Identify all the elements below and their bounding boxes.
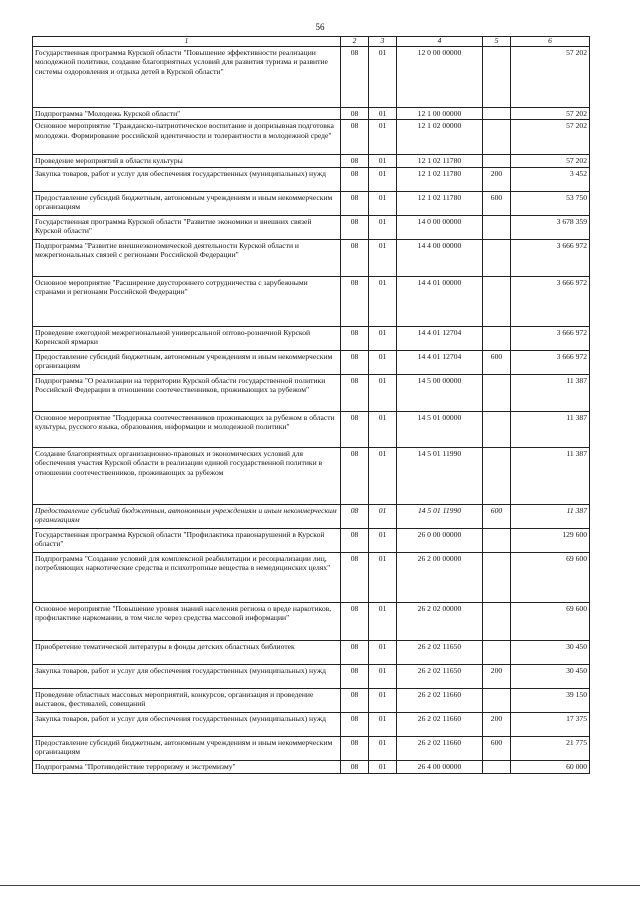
row-section: 08: [341, 47, 369, 108]
row-amount: 3 666 972: [511, 326, 590, 350]
table-row: [33, 528, 590, 552]
table-row: [33, 167, 590, 191]
table-row: [33, 155, 590, 167]
row-name: Основное мероприятие "Повышение уровня знаний населения региона о вреде наркотиков, профилактике наркомании, в том числе через средства массовой информации": [33, 602, 341, 640]
budget-table: [32, 36, 590, 774]
row-expense-type: [483, 108, 511, 120]
row-name: Проведение ежегодной межрегиональной универсальной оптово-розничной Курской Коренской ярмарки: [33, 326, 341, 350]
table-row: [33, 411, 590, 447]
table-row: [33, 374, 590, 411]
row-name: Подпрограмма "Молодежь Курской области": [33, 108, 341, 120]
row-amount: 69 600: [511, 602, 590, 640]
row-expense-type: [483, 640, 511, 664]
row-subsection: 01: [369, 215, 397, 239]
row-amount: 30 450: [511, 640, 590, 664]
row-subsection: 01: [369, 552, 397, 602]
row-section: 08: [341, 447, 369, 504]
row-amount: 3 666 972: [511, 350, 590, 374]
row-section: 08: [341, 120, 369, 155]
row-expense-type: 600: [483, 191, 511, 215]
row-section: 08: [341, 276, 369, 326]
row-expense-type: [483, 47, 511, 108]
row-section: 08: [341, 602, 369, 640]
row-amount: 11 387: [511, 411, 590, 447]
row-section: 08: [341, 504, 369, 528]
row-target-article: 26 2 00 00000: [397, 552, 483, 602]
table-row: [33, 602, 590, 640]
row-subsection: 01: [369, 504, 397, 528]
row-section: 08: [341, 350, 369, 374]
row-target-article: 12 1 02 11780: [397, 155, 483, 167]
row-expense-type: [483, 528, 511, 552]
row-target-article: 14 5 01 11990: [397, 447, 483, 504]
row-target-article: 14 5 01 11990: [397, 504, 483, 528]
header-col-5: 5: [483, 37, 511, 47]
row-section: 08: [341, 528, 369, 552]
table-row: [33, 350, 590, 374]
row-expense-type: 200: [483, 664, 511, 688]
row-subsection: 01: [369, 326, 397, 350]
row-expense-type: [483, 239, 511, 276]
row-target-article: 14 4 00 00000: [397, 239, 483, 276]
row-subsection: 01: [369, 736, 397, 760]
header-col-3: 3: [369, 37, 397, 47]
row-amount: 3 666 972: [511, 276, 590, 326]
row-name: Подпрограмма "Противодействие терроризму и экстремизму": [33, 760, 341, 773]
row-subsection: 01: [369, 640, 397, 664]
row-expense-type: [483, 688, 511, 712]
row-amount: 3 452: [511, 167, 590, 191]
row-amount: 60 000: [511, 760, 590, 773]
row-amount: 57 202: [511, 47, 590, 108]
row-name: Основное мероприятие "Расширение двустороннего сотрудничества с зарубежными странами и регионами Российской Федерации": [33, 276, 341, 326]
header-col-1: 1: [33, 37, 341, 47]
table-row: [33, 688, 590, 712]
row-expense-type: [483, 447, 511, 504]
row-amount: 39 150: [511, 688, 590, 712]
header-col-2: 2: [341, 37, 369, 47]
row-target-article: 26 2 02 11660: [397, 736, 483, 760]
row-target-article: 12 1 02 00000: [397, 120, 483, 155]
row-section: 08: [341, 215, 369, 239]
row-amount: 30 450: [511, 664, 590, 688]
row-section: 08: [341, 326, 369, 350]
row-name: Государственная программа Курской области "Профилактика правонарушений в Курской области": [33, 528, 341, 552]
row-name: Закупка товаров, работ и услуг для обеспечения государственных (муниципальных) нужд: [33, 664, 341, 688]
row-amount: 11 387: [511, 504, 590, 528]
row-amount: 129 600: [511, 528, 590, 552]
row-section: 08: [341, 712, 369, 736]
table-row: [33, 120, 590, 155]
row-amount: 11 387: [511, 374, 590, 411]
row-name: Предоставление субсидий бюджетным, автономным учреждениям и иным некоммерческим организациям: [33, 350, 341, 374]
row-target-article: 14 4 01 12704: [397, 350, 483, 374]
row-section: 08: [341, 155, 369, 167]
row-section: 08: [341, 736, 369, 760]
row-section: 08: [341, 664, 369, 688]
row-name: Приобретение тематической литературы в фонды детских областных библиотек: [33, 640, 341, 664]
row-expense-type: [483, 760, 511, 773]
row-target-article: 14 5 01 00000: [397, 411, 483, 447]
row-name: Государственная программа Курской области "Развитие экономики и внешних связей Курской области": [33, 215, 341, 239]
row-expense-type: [483, 276, 511, 326]
row-subsection: 01: [369, 276, 397, 326]
row-target-article: 26 0 00 00000: [397, 528, 483, 552]
row-expense-type: 600: [483, 350, 511, 374]
row-target-article: 26 2 02 11650: [397, 664, 483, 688]
row-section: 08: [341, 191, 369, 215]
row-target-article: 14 4 01 00000: [397, 276, 483, 326]
row-name: Предоставление субсидий бюджетным, автономным учреждениям и иным некоммерческим организациям: [33, 736, 341, 760]
table-row: [33, 108, 590, 120]
row-name: Создание благоприятных организационно-правовых и экономических условий для обеспечения участия Курской области в реализации единой государственной политики в отношении соотечественников, проживающих за рубежом: [33, 447, 341, 504]
table-row: [33, 276, 590, 326]
table-header-row: [33, 37, 590, 47]
table-row: [33, 640, 590, 664]
row-expense-type: [483, 552, 511, 602]
row-subsection: 01: [369, 374, 397, 411]
row-amount: 21 775: [511, 736, 590, 760]
row-section: 08: [341, 688, 369, 712]
table-row: [33, 760, 590, 773]
row-name: Предоставление субсидий бюджетным, автономным учреждениям и иным некоммерческим организациям: [33, 504, 341, 528]
row-expense-type: [483, 602, 511, 640]
row-subsection: 01: [369, 47, 397, 108]
row-target-article: 26 2 02 11660: [397, 688, 483, 712]
row-target-article: 26 2 02 11660: [397, 712, 483, 736]
row-subsection: 01: [369, 528, 397, 552]
header-col-4: 4: [397, 37, 483, 47]
row-name: Подпрограмма "О реализации на территории Курской области государственной политики Российской Федерации в отношении соотечественников, проживающих за рубежом": [33, 374, 341, 411]
row-subsection: 01: [369, 191, 397, 215]
row-subsection: 01: [369, 760, 397, 773]
row-target-article: 26 4 00 00000: [397, 760, 483, 773]
row-section: 08: [341, 640, 369, 664]
row-section: 08: [341, 167, 369, 191]
page-bottom-rule: [0, 885, 640, 886]
row-subsection: 01: [369, 447, 397, 504]
table-row: [33, 191, 590, 215]
row-name: Проведение областных массовых мероприятий, конкурсов, организация и проведение выставок, фестивалей, совещаний: [33, 688, 341, 712]
row-amount: 3 666 972: [511, 239, 590, 276]
row-subsection: 01: [369, 167, 397, 191]
table-row: [33, 47, 590, 108]
table-row: [33, 736, 590, 760]
page-number: 56: [315, 22, 325, 32]
row-expense-type: [483, 120, 511, 155]
table-row: [33, 215, 590, 239]
row-subsection: 01: [369, 411, 397, 447]
row-section: 08: [341, 760, 369, 773]
row-target-article: 12 0 00 00000: [397, 47, 483, 108]
row-target-article: 12 1 02 11780: [397, 167, 483, 191]
row-amount: 17 375: [511, 712, 590, 736]
table-row: [33, 712, 590, 736]
table-row: [33, 664, 590, 688]
row-expense-type: [483, 374, 511, 411]
row-target-article: 12 1 00 00000: [397, 108, 483, 120]
row-name: Подпрограмма "Развитие внешнеэкономической деятельности Курской области и межрегиональных связей с регионами Российской Федерации": [33, 239, 341, 276]
row-subsection: 01: [369, 108, 397, 120]
row-section: 08: [341, 411, 369, 447]
row-section: 08: [341, 374, 369, 411]
row-name: Подпрограмма "Создание условий для комплексной реабилитации и ресоциализации лиц, потребляющих наркотические средства и психотропные вещества в немедицинских целях": [33, 552, 341, 602]
row-subsection: 01: [369, 712, 397, 736]
row-amount: 57 202: [511, 108, 590, 120]
row-amount: 11 387: [511, 447, 590, 504]
row-expense-type: [483, 326, 511, 350]
table-row: [33, 504, 590, 528]
header-col-6: 6: [511, 37, 590, 47]
row-amount: 57 202: [511, 120, 590, 155]
row-name: Основное мероприятие "Гражданско-патриотическое воспитание и допризывная подготовка молодежи. Формирование российской идентичности и толерантности в молодежной среде": [33, 120, 341, 155]
row-target-article: 12 1 02 11780: [397, 191, 483, 215]
row-section: 08: [341, 552, 369, 602]
row-expense-type: [483, 215, 511, 239]
table-row: [33, 326, 590, 350]
row-target-article: 26 2 02 00000: [397, 602, 483, 640]
row-section: 08: [341, 108, 369, 120]
table-row: [33, 552, 590, 602]
row-expense-type: [483, 411, 511, 447]
row-amount: 57 202: [511, 155, 590, 167]
row-amount: 53 750: [511, 191, 590, 215]
row-target-article: 14 5 00 00000: [397, 374, 483, 411]
row-expense-type: 200: [483, 712, 511, 736]
row-name: Предоставление субсидий бюджетным, автономным учреждениям и иным некоммерческим организациям: [33, 191, 341, 215]
row-subsection: 01: [369, 120, 397, 155]
row-section: 08: [341, 239, 369, 276]
row-subsection: 01: [369, 602, 397, 640]
row-subsection: 01: [369, 239, 397, 276]
row-name: Закупка товаров, работ и услуг для обеспечения государственных (муниципальных) нужд: [33, 167, 341, 191]
row-subsection: 01: [369, 155, 397, 167]
row-name: Закупка товаров, работ и услуг для обеспечения государственных (муниципальных) нужд: [33, 712, 341, 736]
row-subsection: 01: [369, 350, 397, 374]
row-name: Основное мероприятие "Поддержка соотечественников проживающих за рубежом в области культуры, русского языка, образования, информации и молодежной политики": [33, 411, 341, 447]
row-target-article: 14 4 01 12704: [397, 326, 483, 350]
row-target-article: 14 0 00 00000: [397, 215, 483, 239]
row-expense-type: 200: [483, 167, 511, 191]
row-subsection: 01: [369, 688, 397, 712]
table-row: [33, 447, 590, 504]
row-amount: 69 600: [511, 552, 590, 602]
row-expense-type: 600: [483, 736, 511, 760]
row-expense-type: 600: [483, 504, 511, 528]
row-name: Государственная программа Курской области "Повышение эффективности реализации молодежной политики, создание благоприятных условий для развития туризма и развитие системы оздоровления и отдыха детей в Курской области": [33, 47, 341, 108]
row-subsection: 01: [369, 664, 397, 688]
row-target-article: 26 2 02 11650: [397, 640, 483, 664]
row-amount: 3 678 359: [511, 215, 590, 239]
row-expense-type: [483, 155, 511, 167]
table-row: [33, 239, 590, 276]
row-name: Проведение мероприятий в области культуры: [33, 155, 341, 167]
